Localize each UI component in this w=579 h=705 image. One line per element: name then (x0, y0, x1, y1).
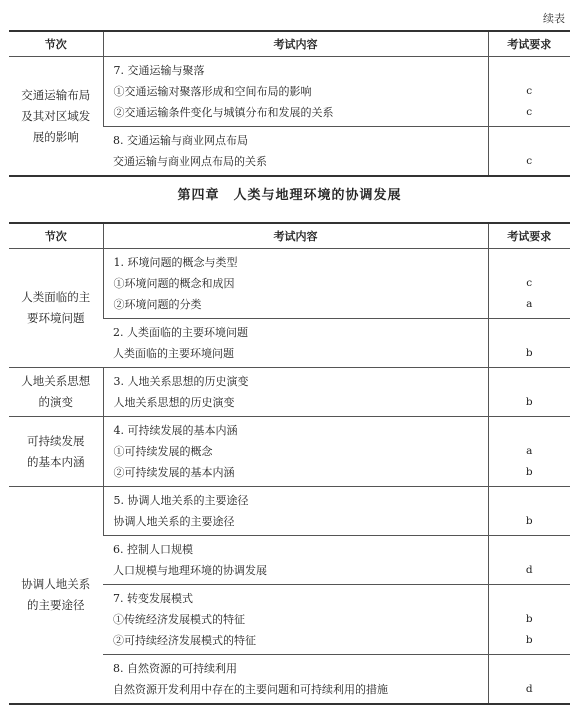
section-cell (9, 249, 103, 368)
table-body (9, 249, 570, 705)
requirement-level (489, 588, 571, 609)
requirement-cell (488, 655, 570, 705)
requirement-level: b (525, 515, 533, 527)
requirement-level: c (526, 106, 533, 118)
requirement-cell (488, 417, 570, 487)
content-line: 1. 环境问题的概念与类型 (113, 256, 238, 269)
content-line: 交通运输与商业网点布局的关系 (113, 155, 267, 168)
requirement-level: c (526, 85, 533, 97)
section-line: 可持续发展 (27, 433, 85, 448)
section-line: 人类面临的主 (21, 290, 91, 304)
section-line: 的主要途径 (27, 598, 85, 612)
requirement-cell (488, 536, 570, 585)
continued-label: 续表 (543, 12, 565, 25)
section-line: 交通运输布局 (21, 87, 91, 102)
section-cell (9, 487, 103, 705)
content-line: ②环境问题的分类 (113, 298, 202, 311)
table-row (9, 368, 570, 417)
header-section: 节次 (9, 31, 103, 57)
requirement-cell (488, 249, 570, 319)
content-line: 7. 交通运输与聚落 (113, 64, 205, 77)
requirement-level: a (526, 445, 533, 457)
requirement-level (489, 539, 571, 560)
requirement-cell (488, 368, 570, 417)
content-line: ①可持续发展的概念 (113, 445, 213, 458)
section-cell (9, 417, 103, 487)
content-line: 人口规模与地理环境的协调发展 (113, 564, 267, 577)
content-line: ①环境问题的概念和成因 (113, 277, 235, 290)
content-line: 7. 转变发展模式 (113, 592, 193, 605)
content-line: 8. 自然资源的可持续利用 (113, 662, 237, 675)
content-line: ②交通运输条件变化与城镇分布和发展的关系 (113, 106, 334, 119)
requirement-level (489, 490, 571, 511)
content-line: 6. 控制人口规模 (113, 543, 193, 556)
section-line: 人地关系思想 (21, 374, 91, 388)
requirement-level (489, 322, 571, 343)
requirement-level (489, 371, 571, 392)
exam-table-continued (9, 30, 570, 177)
content-line: 4. 可持续发展的基本内涵 (113, 424, 238, 437)
requirement-cell (488, 487, 570, 536)
content-cell (103, 655, 488, 705)
requirement-cell (488, 127, 570, 177)
requirement-level: b (525, 613, 533, 625)
table-row (9, 57, 570, 127)
requirement-level: d (525, 564, 533, 576)
content-line: 8. 交通运输与商业网点布局 (113, 134, 248, 147)
header-content: 考试内容 (103, 223, 488, 249)
requirement-level: b (525, 347, 533, 359)
table-body (9, 57, 570, 177)
content-cell (103, 487, 488, 536)
header-requirement: 考试要求 (488, 31, 570, 57)
section-line: 展的影响 (32, 129, 79, 144)
table-row (9, 487, 570, 536)
content-line: ②可持续发展的基本内涵 (113, 466, 235, 479)
requirement-level (489, 130, 571, 151)
content-cell (103, 536, 488, 585)
content-line: ①传统经济发展模式的特征 (113, 613, 245, 626)
section-cell (9, 368, 103, 417)
header-content: 考试内容 (103, 31, 488, 57)
content-cell (103, 127, 488, 177)
requirement-level: b (525, 466, 533, 478)
content-cell (103, 368, 488, 417)
content-cell (103, 417, 488, 487)
header-requirement: 考试要求 (488, 223, 570, 249)
requirement-level: d (525, 683, 533, 695)
content-line: 人地关系思想的历史演变 (113, 396, 235, 409)
table-header-row (9, 223, 570, 249)
requirement-level (489, 252, 571, 273)
section-line: 的演变 (38, 395, 73, 409)
content-cell (103, 57, 488, 127)
header-section: 节次 (9, 223, 103, 249)
requirement-cell (488, 57, 570, 127)
content-line: 5. 协调人地关系的主要途径 (113, 494, 249, 507)
requirement-level: c (526, 155, 533, 167)
content-line: 3. 人地关系思想的历史演变 (113, 375, 249, 388)
content-line: 协调人地关系的主要途径 (113, 515, 235, 528)
table-row (9, 249, 570, 319)
requirement-level (489, 420, 571, 441)
section-line: 的基本内涵 (27, 454, 85, 469)
requirement-level: b (525, 396, 533, 408)
requirement-level: a (526, 298, 533, 310)
content-cell (103, 319, 488, 368)
chapter-title: 第四章 人类与地理环境的协调发展 (177, 188, 402, 203)
requirement-level: b (525, 634, 533, 646)
section-line: 协调人地关系 (21, 577, 91, 591)
requirement-cell (488, 319, 570, 368)
content-line: 2. 人类面临的主要环境问题 (113, 326, 248, 339)
content-cell (103, 249, 488, 319)
section-cell (9, 57, 103, 177)
requirement-level: c (526, 277, 533, 289)
content-line: ②可持续经济发展模式的特征 (113, 634, 256, 647)
requirement-cell (488, 585, 570, 655)
content-line: ①交通运输对聚落形成和空间布局的影响 (113, 85, 312, 98)
section-line: 及其对区域发 (21, 108, 91, 123)
table-header-row (9, 31, 570, 57)
content-cell (103, 585, 488, 655)
section-line: 要环境问题 (27, 311, 85, 325)
table-row (9, 417, 570, 487)
exam-table-chapter4 (9, 222, 570, 705)
requirement-level (489, 60, 571, 81)
content-line: 人类面临的主要环境问题 (113, 347, 234, 360)
content-line: 自然资源开发利用中存在的主要问题和可持续利用的措施 (113, 683, 388, 696)
requirement-level (489, 658, 571, 679)
